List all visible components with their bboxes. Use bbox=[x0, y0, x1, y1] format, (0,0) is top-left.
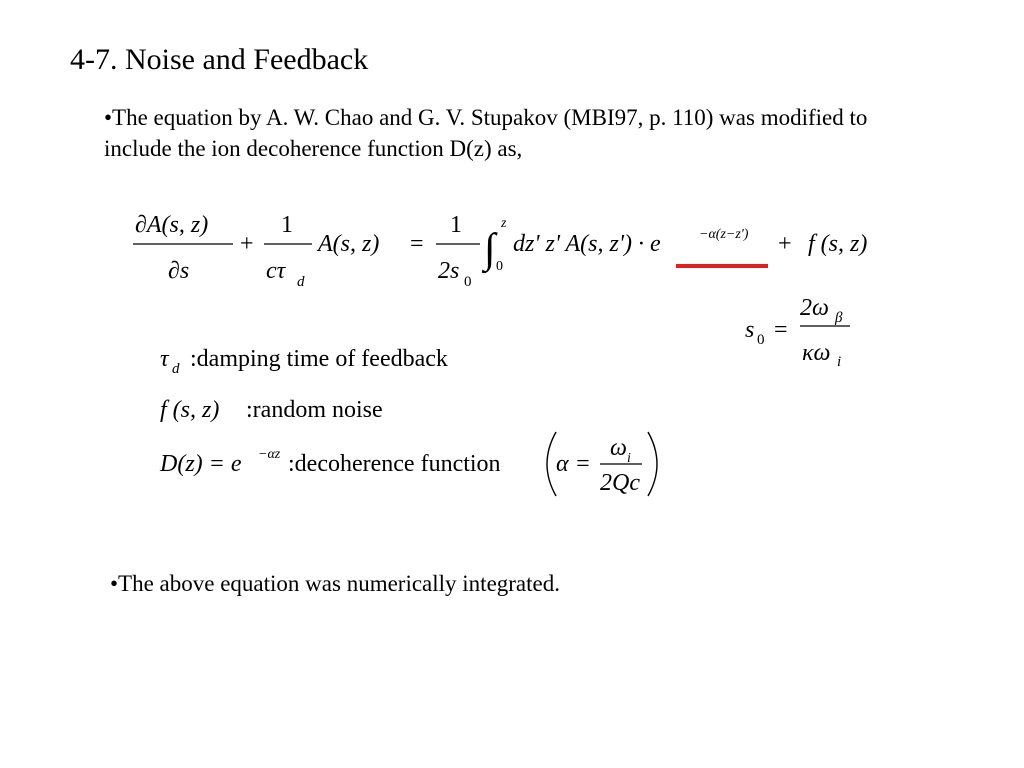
s0-num-sub: β bbox=[835, 310, 843, 326]
alpha-lhs: α = bbox=[556, 451, 591, 477]
eq-c-tau: cτ bbox=[266, 258, 286, 284]
eq-partial-A: ∂A(s, z) bbox=[135, 212, 209, 238]
s0-lhs-sub: 0 bbox=[757, 332, 765, 348]
s0-den-sub: i bbox=[837, 354, 842, 370]
alpha-numerator: ω bbox=[610, 435, 627, 461]
D-description: :decoherence function bbox=[288, 451, 501, 477]
eq-two-s: 2s bbox=[438, 258, 460, 284]
eq-sub-0: 0 bbox=[464, 274, 472, 290]
eq-sub-d: d bbox=[297, 274, 305, 290]
bullet-intro: •The equation by A. W. Chao and G. V. Stupakov (MBI97, p. 110) was modified to include the ion decoherence function D(z) as, bbox=[104, 105, 868, 161]
bullet-conclusion: •The above equation was numerically integrated. bbox=[110, 571, 560, 596]
eq-plus-1: + bbox=[240, 231, 254, 257]
tau-sub: d bbox=[172, 361, 180, 377]
alpha-left-paren bbox=[547, 432, 556, 496]
alpha-denominator: 2Qc bbox=[600, 470, 640, 496]
slide-title: 4-7. Noise and Feedback bbox=[70, 43, 369, 76]
eq-integral-lower: 0 bbox=[496, 259, 503, 274]
f-description: :random noise bbox=[246, 397, 383, 423]
s0-lhs: s bbox=[745, 317, 755, 343]
eq-f-sz: f (s, z) bbox=[808, 231, 868, 257]
s0-numerator: 2ω bbox=[800, 295, 829, 321]
tau-symbol: τ bbox=[160, 346, 169, 372]
eq-integrand: dz' z' A(s, z') · e bbox=[513, 231, 661, 257]
s0-equals: = bbox=[774, 317, 788, 343]
eq-equals: = bbox=[410, 231, 424, 257]
eq-A-sz: A(s, z) bbox=[318, 231, 380, 257]
eq-partial-s: ∂s bbox=[168, 258, 190, 284]
alpha-right-paren bbox=[648, 432, 657, 496]
eq-one-2: 1 bbox=[450, 212, 462, 238]
eq-plus-2: + bbox=[778, 231, 792, 257]
eq-exponent: −α(z−z') bbox=[699, 227, 749, 242]
tau-description: :damping time of feedback bbox=[190, 346, 448, 372]
eq-integral-upper: z bbox=[501, 216, 507, 231]
D-exponent: −αz bbox=[258, 447, 281, 462]
s0-denominator: κω bbox=[802, 340, 831, 366]
eq-integral-sign: ∫ bbox=[484, 226, 496, 272]
eq-one-1: 1 bbox=[281, 212, 293, 238]
f-symbol: f (s, z) bbox=[160, 397, 220, 423]
alpha-num-sub: i bbox=[627, 451, 631, 466]
D-lhs: D(z) = e bbox=[160, 451, 242, 477]
